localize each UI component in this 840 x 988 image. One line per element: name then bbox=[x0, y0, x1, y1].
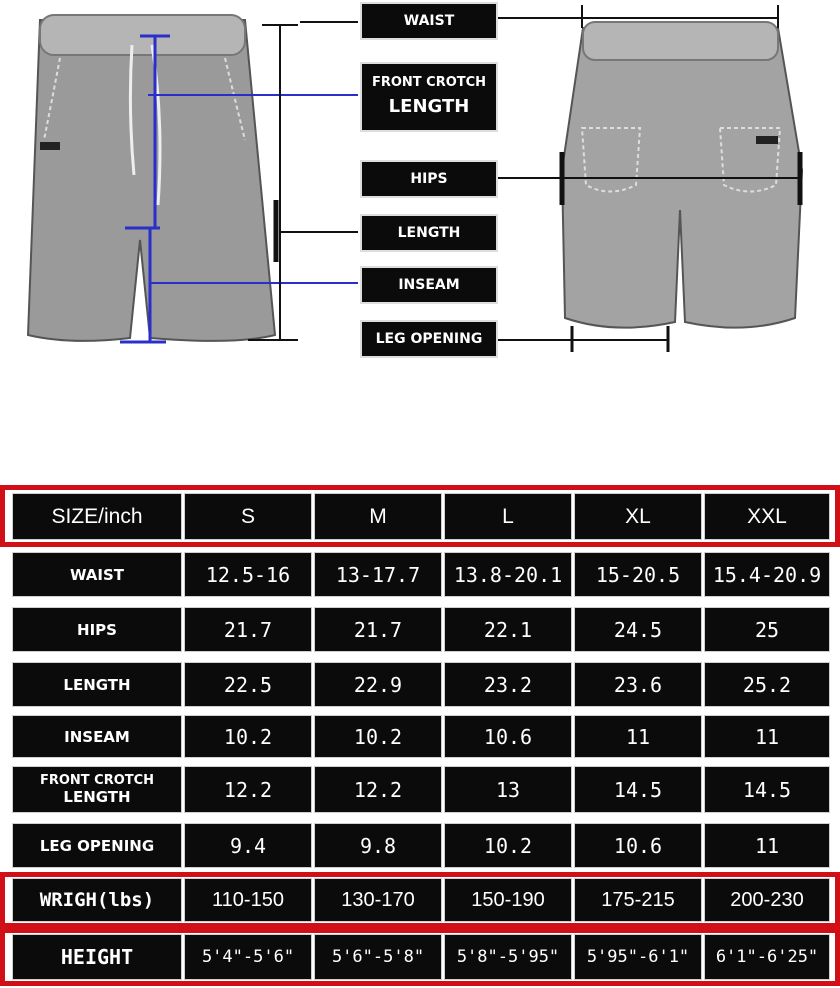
table-row-front-crotch-length bbox=[0, 766, 840, 813]
value-cell: 13-17.7 bbox=[314, 552, 442, 597]
value-cell: 14.5 bbox=[704, 766, 830, 813]
header-row bbox=[0, 493, 840, 540]
row-name bbox=[12, 766, 182, 813]
value-cell: 5'4"-5'6" bbox=[184, 934, 312, 980]
value-cell: 10.6 bbox=[444, 715, 572, 758]
value-cell: 5'95"-6'1" bbox=[574, 934, 702, 980]
row-name-line1: FRONT CROTCH bbox=[39, 772, 155, 788]
inseam-label: INSEAM bbox=[360, 266, 498, 304]
table-row-inseam bbox=[0, 715, 840, 758]
value-cell: 12.2 bbox=[184, 766, 312, 813]
value-cell: 22.1 bbox=[444, 607, 572, 652]
value-cell: 22.5 bbox=[184, 662, 312, 707]
value-cell: 12.5-16 bbox=[184, 552, 312, 597]
value-cell: 5'8"-5'95" bbox=[444, 934, 572, 980]
value-cell: 9.4 bbox=[184, 823, 312, 868]
header-m: M bbox=[314, 493, 442, 540]
value-cell: 13 bbox=[444, 766, 572, 813]
value-cell: 10.2 bbox=[444, 823, 572, 868]
front-crotch-length-label bbox=[360, 62, 498, 132]
value-cell: 13.8-20.1 bbox=[444, 552, 572, 597]
table-row-weight bbox=[0, 878, 840, 922]
value-cell: 24.5 bbox=[574, 607, 702, 652]
value-cell: 130-170 bbox=[314, 878, 442, 922]
value-cell: 21.7 bbox=[314, 607, 442, 652]
row-name: HIPS bbox=[12, 607, 182, 652]
value-cell: 21.7 bbox=[184, 607, 312, 652]
back-shorts-illustration bbox=[562, 22, 802, 328]
table-row-waist bbox=[0, 552, 840, 597]
value-cell: 15.4-20.9 bbox=[704, 552, 830, 597]
value-cell: 10.2 bbox=[314, 715, 442, 758]
value-cell: 23.2 bbox=[444, 662, 572, 707]
value-cell: 25 bbox=[704, 607, 830, 652]
value-cell: 11 bbox=[704, 715, 830, 758]
row-name: INSEAM bbox=[12, 715, 182, 758]
value-cell: 23.6 bbox=[574, 662, 702, 707]
value-cell: 10.2 bbox=[184, 715, 312, 758]
value-cell: 200-230 bbox=[704, 878, 830, 922]
value-cell: 6'1"-6'25" bbox=[704, 934, 830, 980]
header-s: S bbox=[184, 493, 312, 540]
value-cell: 110-150 bbox=[184, 878, 312, 922]
value-cell: 14.5 bbox=[574, 766, 702, 813]
row-name: LENGTH bbox=[12, 662, 182, 707]
value-cell: 150-190 bbox=[444, 878, 572, 922]
value-cell: 12.2 bbox=[314, 766, 442, 813]
header-size-inch: SIZE/inch bbox=[12, 493, 182, 540]
row-name: LEG OPENING bbox=[12, 823, 182, 868]
value-cell: 25.2 bbox=[704, 662, 830, 707]
row-name: WRIGH(lbs) bbox=[12, 878, 182, 922]
value-cell: 11 bbox=[704, 823, 830, 868]
table-row-height bbox=[0, 934, 840, 980]
front-crotch-label-line2: LENGTH bbox=[388, 96, 470, 118]
row-name-line2: LENGTH bbox=[63, 788, 131, 807]
value-cell: 175-215 bbox=[574, 878, 702, 922]
value-cell: 9.8 bbox=[314, 823, 442, 868]
value-cell: 15-20.5 bbox=[574, 552, 702, 597]
row-name: HEIGHT bbox=[12, 934, 182, 980]
row-name: WAIST bbox=[12, 552, 182, 597]
value-cell: 5'6"-5'8" bbox=[314, 934, 442, 980]
header-l: L bbox=[444, 493, 572, 540]
front-crotch-label-line1: FRONT CROTCH bbox=[371, 75, 487, 91]
size-chart-table bbox=[0, 485, 840, 988]
table-row-leg-opening bbox=[0, 823, 840, 868]
length-label: LENGTH bbox=[360, 214, 498, 252]
value-cell: 22.9 bbox=[314, 662, 442, 707]
value-cell: 10.6 bbox=[574, 823, 702, 868]
header-xl: XL bbox=[574, 493, 702, 540]
table-row-length bbox=[0, 662, 840, 707]
waist-label: WAIST bbox=[360, 2, 498, 40]
table-row-hips bbox=[0, 607, 840, 652]
leg-opening-label: LEG OPENING bbox=[360, 320, 498, 358]
hips-label: HIPS bbox=[360, 160, 498, 198]
header-xxl: XXL bbox=[704, 493, 830, 540]
value-cell: 11 bbox=[574, 715, 702, 758]
